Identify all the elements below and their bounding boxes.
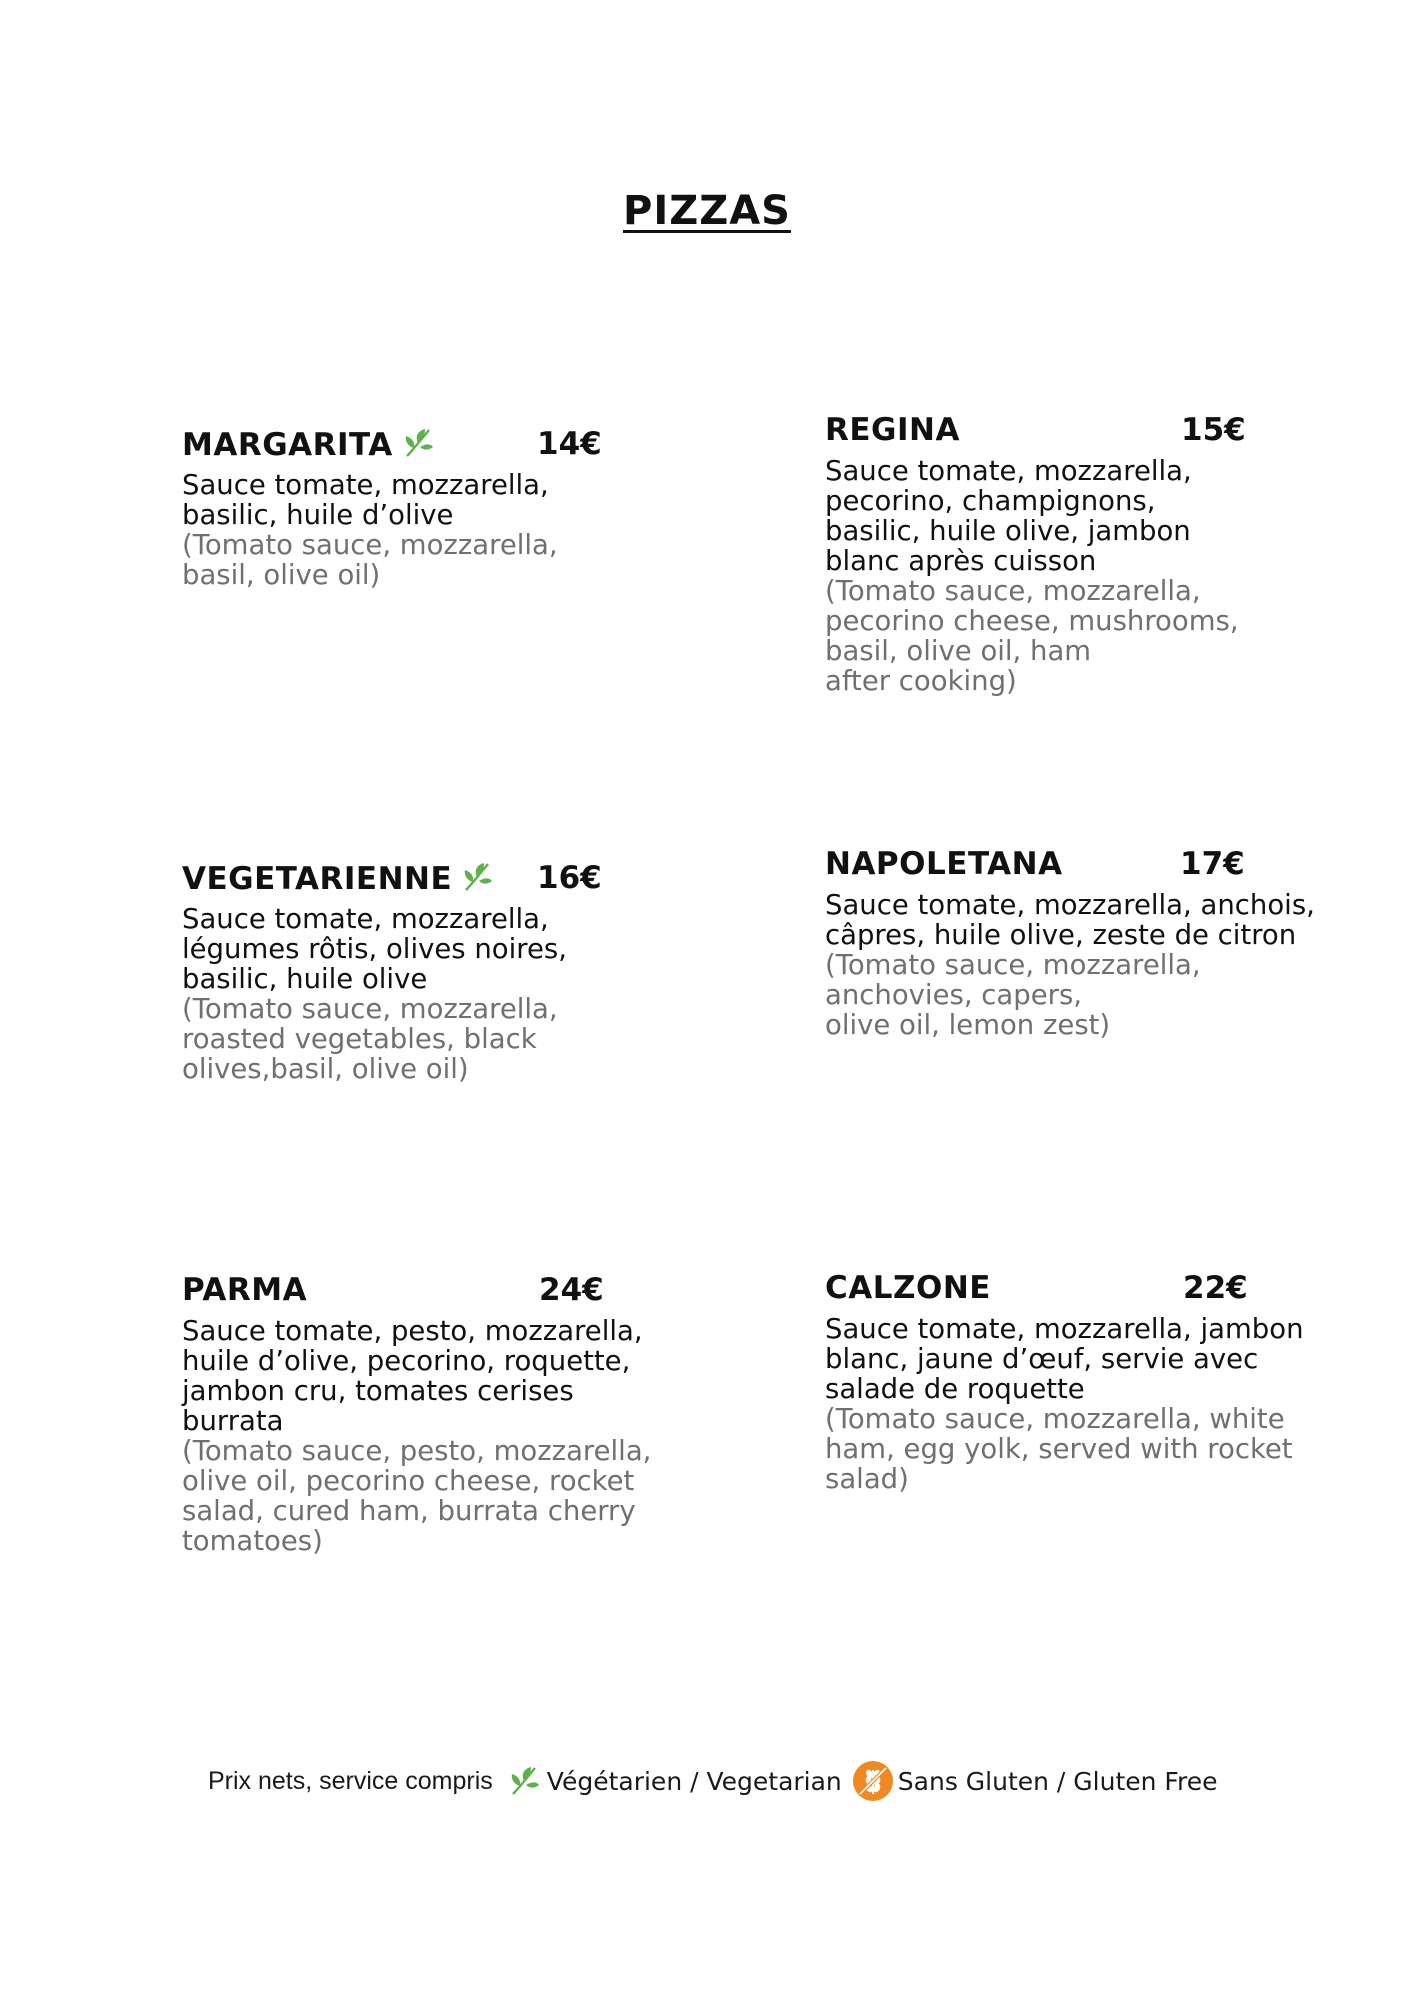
trans-line: olive oil, lemon zest) (825, 1009, 1111, 1041)
item-price: 24€ (539, 1272, 604, 1308)
gluten-free-legend: Sans Gluten / Gluten Free (897, 1766, 1218, 1796)
leaf-icon (460, 860, 494, 894)
menu-item-calzone (825, 1270, 1345, 1494)
item-translation (182, 994, 702, 1084)
wheat-icon (852, 1760, 894, 1802)
leaf-icon (507, 1764, 541, 1798)
trans-line: olives,basil, olive oil) (182, 1053, 469, 1085)
desc-line: basilic, huile olive, jambon (825, 515, 1191, 547)
item-description (182, 904, 702, 994)
trans-line: (Tomato sauce, mozzarella, (182, 993, 558, 1025)
item-name: VEGETARIENNE (182, 861, 453, 897)
trans-line: (Tomato sauce, mozzarella, (182, 529, 558, 561)
trans-line: tomatoes) (182, 1525, 323, 1557)
desc-line: légumes rôtis, olives noires, (182, 933, 567, 965)
trans-line: salad) (825, 1463, 909, 1495)
trans-line: (Tomato sauce, mozzarella, (825, 949, 1201, 981)
item-price: 17€ (1180, 846, 1245, 882)
item-price: 16€ (537, 860, 602, 896)
trans-line: (Tomato sauce, mozzarella, white (825, 1403, 1285, 1435)
item-description (182, 1316, 702, 1436)
menu-item-parma (182, 1272, 702, 1556)
desc-line: Sauce tomate, mozzarella, (182, 903, 549, 935)
item-price: 14€ (537, 426, 602, 462)
desc-line: basilic, huile olive (182, 963, 428, 995)
item-translation (825, 576, 1345, 696)
trans-line: ham, egg yolk, served with rocket (825, 1433, 1293, 1465)
item-name: PARMA (182, 1272, 308, 1308)
menu-item-vegetarienne (182, 860, 702, 1084)
item-translation (825, 1404, 1345, 1494)
price-note: Prix nets, service compris (208, 1766, 493, 1795)
desc-line: blanc après cuisson (825, 545, 1097, 577)
desc-line: huile d’olive, pecorino, roquette, (182, 1345, 631, 1377)
desc-line: Sauce tomate, mozzarella, (182, 469, 549, 501)
desc-line: jambon cru, tomates cerises (182, 1375, 574, 1407)
vegetarian-legend: Végétarien / Vegetarian (546, 1766, 842, 1796)
desc-line: Sauce tomate, mozzarella, anchois, (825, 889, 1315, 921)
trans-line: after cooking) (825, 665, 1017, 697)
desc-line: câpres, huile olive, zeste de citron (825, 919, 1297, 951)
desc-line: Sauce tomate, pesto, mozzarella, (182, 1315, 643, 1347)
desc-line: basilic, huile d’olive (182, 499, 454, 531)
desc-line: Sauce tomate, mozzarella, (825, 455, 1192, 487)
item-name: MARGARITA (182, 427, 393, 463)
item-description (825, 890, 1345, 950)
item-name: NAPOLETANA (825, 846, 1063, 882)
item-name: CALZONE (825, 1270, 991, 1306)
trans-line: salad, cured ham, burrata cherry (182, 1495, 636, 1527)
menu-item-regina (825, 412, 1345, 696)
leaf-icon (401, 426, 435, 460)
item-translation (182, 1436, 702, 1556)
desc-line: pecorino, champignons, (825, 485, 1156, 517)
trans-line: basil, olive oil) (182, 559, 381, 591)
desc-line: blanc, jaune d’œuf, servie avec (825, 1343, 1259, 1375)
item-price: 15€ (1181, 412, 1246, 448)
item-name: REGINA (825, 412, 960, 448)
item-translation (182, 530, 702, 590)
desc-line: salade de roquette (825, 1373, 1085, 1405)
menu-item-margarita (182, 426, 702, 590)
trans-line: (Tomato sauce, pesto, mozzarella, (182, 1435, 652, 1467)
trans-line: anchovies, capers, (825, 979, 1083, 1011)
item-translation (825, 950, 1345, 1040)
desc-line: burrata (182, 1405, 284, 1437)
trans-line: olive oil, pecorino cheese, rocket (182, 1465, 635, 1497)
item-description (825, 456, 1345, 576)
trans-line: pecorino cheese, mushrooms, (825, 605, 1239, 637)
page-title: PIZZAS (623, 188, 791, 234)
item-description (825, 1314, 1345, 1404)
trans-line: roasted vegetables, black (182, 1023, 537, 1055)
item-description (182, 470, 702, 530)
item-price: 22€ (1183, 1270, 1248, 1306)
trans-line: (Tomato sauce, mozzarella, (825, 575, 1201, 607)
footer-legend (208, 1760, 1217, 1802)
desc-line: Sauce tomate, mozzarella, jambon (825, 1313, 1304, 1345)
trans-line: basil, olive oil, ham (825, 635, 1092, 667)
menu-item-napoletana (825, 846, 1345, 1040)
